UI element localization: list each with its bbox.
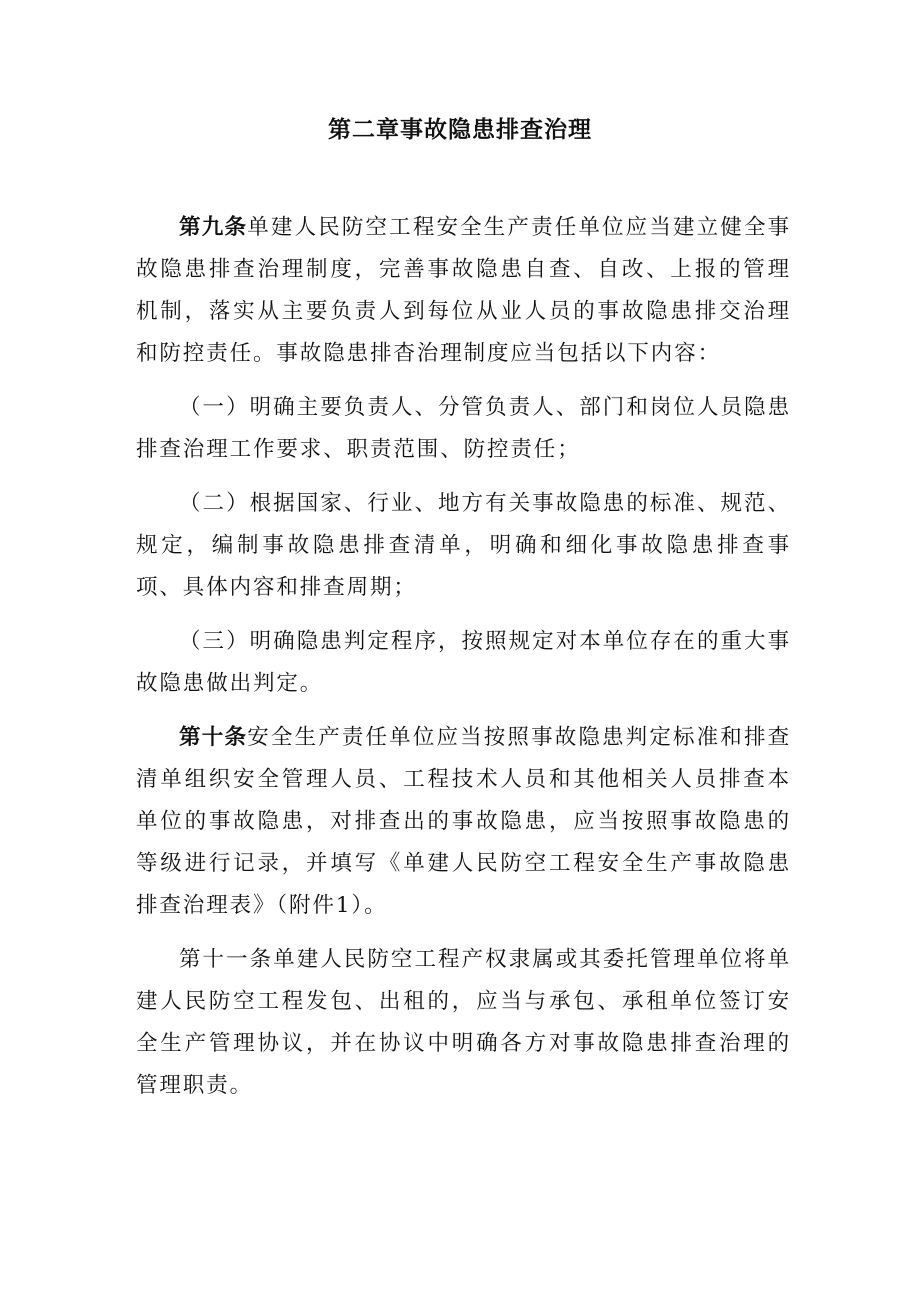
document-body [136, 207, 791, 1119]
article-10-text: 安全生产责任单位应当按照事故隐患判定标准和排查清单组织安全管理人员、工程技术人员和其他相关人员排查本单位的事故隐患，对排查出的事故隐患，应当按照事故隐患的等级进行记录，并填写《单建人民防空工程安全生产事故隐患排查治理表》（附件1）。 [136, 725, 791, 918]
article-9-text: 单建人民防空工程安全生产责任单位应当建立健全事故隐患排查治理制度，完善事故隐患自查、自改、上报的管理机制，落实从主要负责人到每位从业人员的事故隐患排交治理和防控责任。事故隐患排杳治理制度应当包括以下内容： [136, 215, 791, 366]
article-11-text: 第十一条单建人民防空工程产权隶属或其委托管理单位将单建人民防空工程发包、出租的，应当与承包、承租单位签订安全生产管理协议，并在协议中明确各方对事故隐患排查治理的管理职责。 [136, 947, 791, 1098]
clause-1-paragraph [136, 387, 791, 471]
clause-1-text: （一）明确主要负责人、分管负责人、部门和岗位人员隐患排查治理工作要求、职责范围、防控责任； [136, 395, 791, 462]
clause-2-paragraph [136, 483, 791, 609]
article-9-paragraph [136, 207, 791, 375]
clause-3-text: （三）明确隐患判定程序，按照规定对本单位存在的重大事故隐患做出判定。 [136, 629, 791, 696]
article-9-label: 第九条 [179, 215, 248, 240]
article-10-paragraph [136, 717, 791, 927]
chapter-title: 第二章事故隐患排查治理 [328, 117, 592, 143]
article-10-label: 第十条 [179, 725, 248, 750]
clause-2-text: （二）根据国家、行业、地方有关事故隐患的标准、规范、规定，编制事故隐患排查清单，明确和细化事故隐患排查事项、具体内容和排查周期； [136, 491, 791, 600]
article-11-paragraph [136, 939, 791, 1107]
clause-3-paragraph [136, 621, 791, 705]
